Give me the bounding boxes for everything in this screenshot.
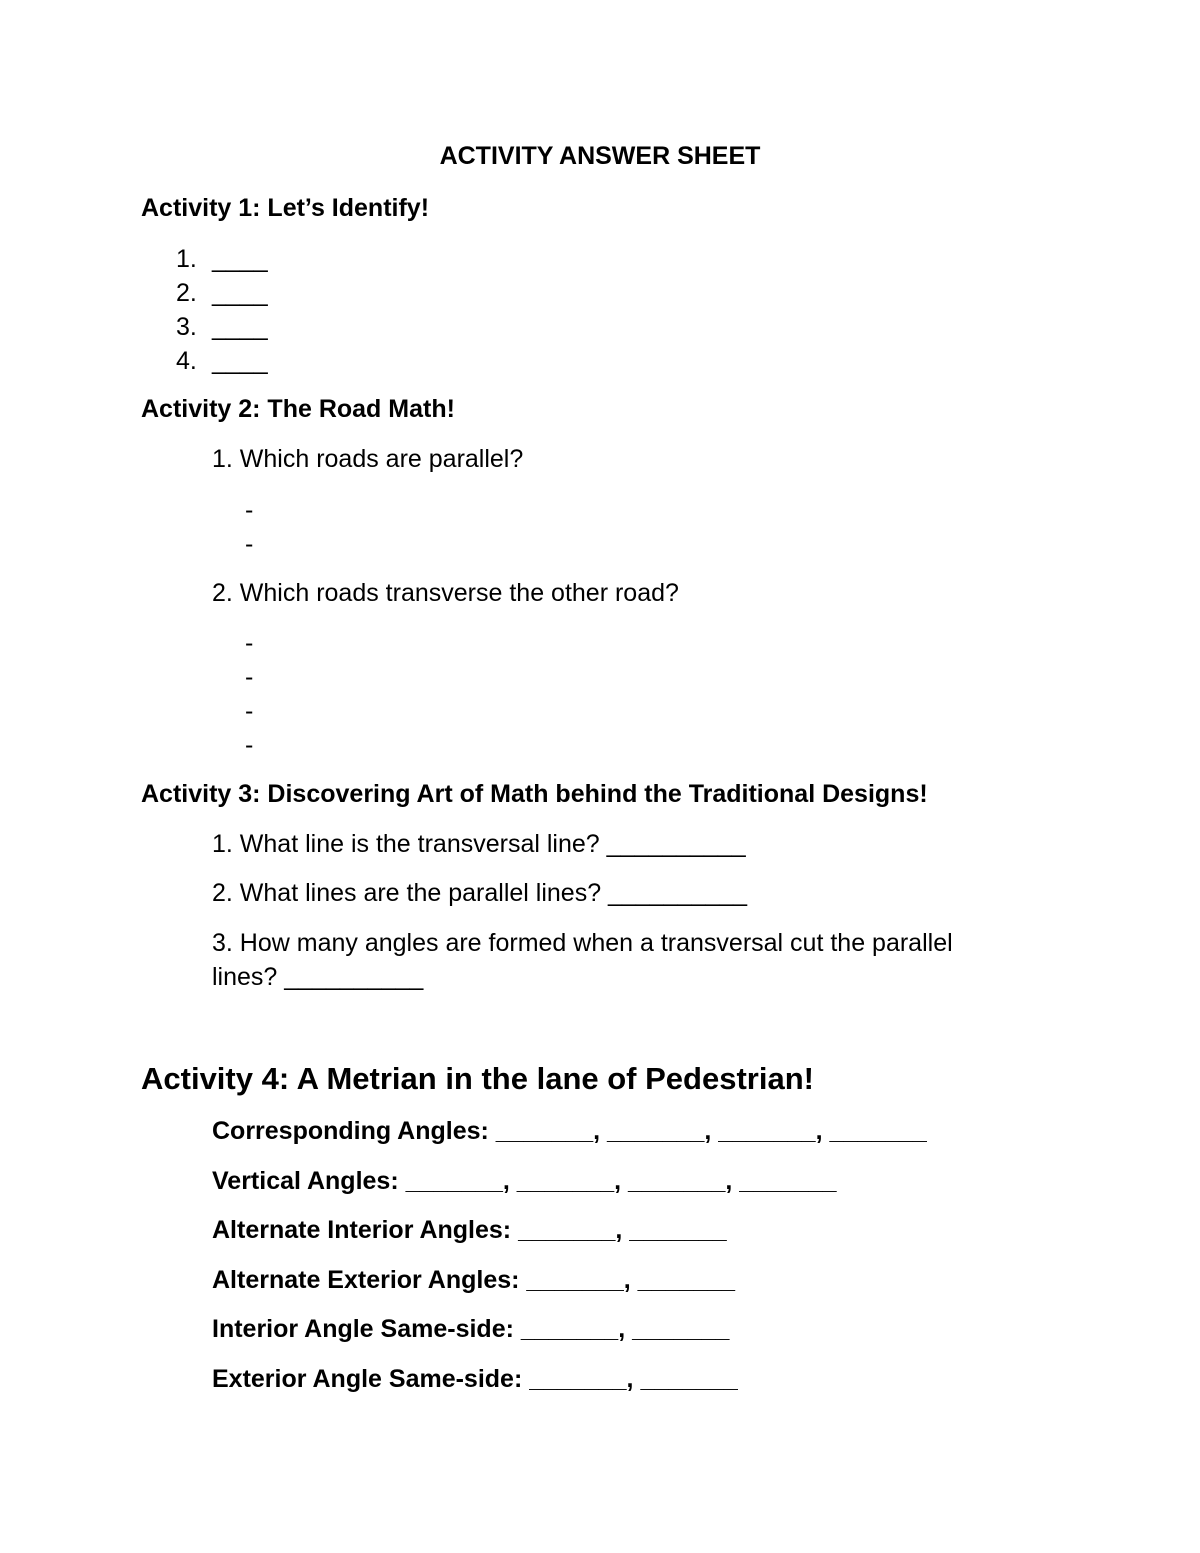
answer-dash: - xyxy=(245,496,254,524)
activity1-answer-blank: ____ xyxy=(212,347,268,375)
activity1-item-number: 2. xyxy=(176,279,197,307)
activity3-question: 2. What lines are the parallel lines? __________ xyxy=(212,879,748,907)
activity1-item-number: 4. xyxy=(176,347,197,375)
activity1-answer-blank: ____ xyxy=(212,279,268,307)
activity2-heading: Activity 2: The Road Math! xyxy=(141,395,455,423)
answer-dash: - xyxy=(245,731,254,759)
activity3-heading: Activity 3: Discovering Art of Math behind the Traditional Designs! xyxy=(141,780,928,808)
activity1-answer-blank: ____ xyxy=(212,245,268,273)
activity3-question-continued: lines? __________ xyxy=(212,963,424,991)
activity3-question: 1. What line is the transversal line? __________ xyxy=(212,830,746,858)
activity3-question: 3. How many angles are formed when a transversal cut the parallel xyxy=(212,929,953,957)
answer-dash: - xyxy=(245,663,254,691)
answer-dash: - xyxy=(245,629,254,657)
activity1-answer-blank: ____ xyxy=(212,313,268,341)
angle-pair-row: Exterior Angle Same-side: _______, _______ xyxy=(212,1365,738,1393)
angle-pair-row: Corresponding Angles: _______, _______, _______, _______ xyxy=(212,1117,927,1145)
answer-dash: - xyxy=(245,530,254,558)
angle-pair-row: Vertical Angles: _______, _______, _______, _______ xyxy=(212,1167,837,1195)
activity2-question: 1. Which roads are parallel? xyxy=(212,445,524,473)
angle-pair-row: Alternate Exterior Angles: _______, _______ xyxy=(212,1266,735,1294)
activity4-heading: Activity 4: A Metrian in the lane of Pedestrian! xyxy=(141,1061,814,1096)
activity1-heading: Activity 1: Let’s Identify! xyxy=(141,194,430,222)
activity1-item-number: 3. xyxy=(176,313,197,341)
activity1-item-number: 1. xyxy=(176,245,197,273)
answer-dash: - xyxy=(245,697,254,725)
activity2-question: 2. Which roads transverse the other road? xyxy=(212,579,679,607)
page-title: ACTIVITY ANSWER SHEET xyxy=(439,142,761,170)
angle-pair-row: Interior Angle Same-side: _______, _______ xyxy=(212,1315,730,1343)
angle-pair-row: Alternate Interior Angles: _______, _______ xyxy=(212,1216,727,1244)
